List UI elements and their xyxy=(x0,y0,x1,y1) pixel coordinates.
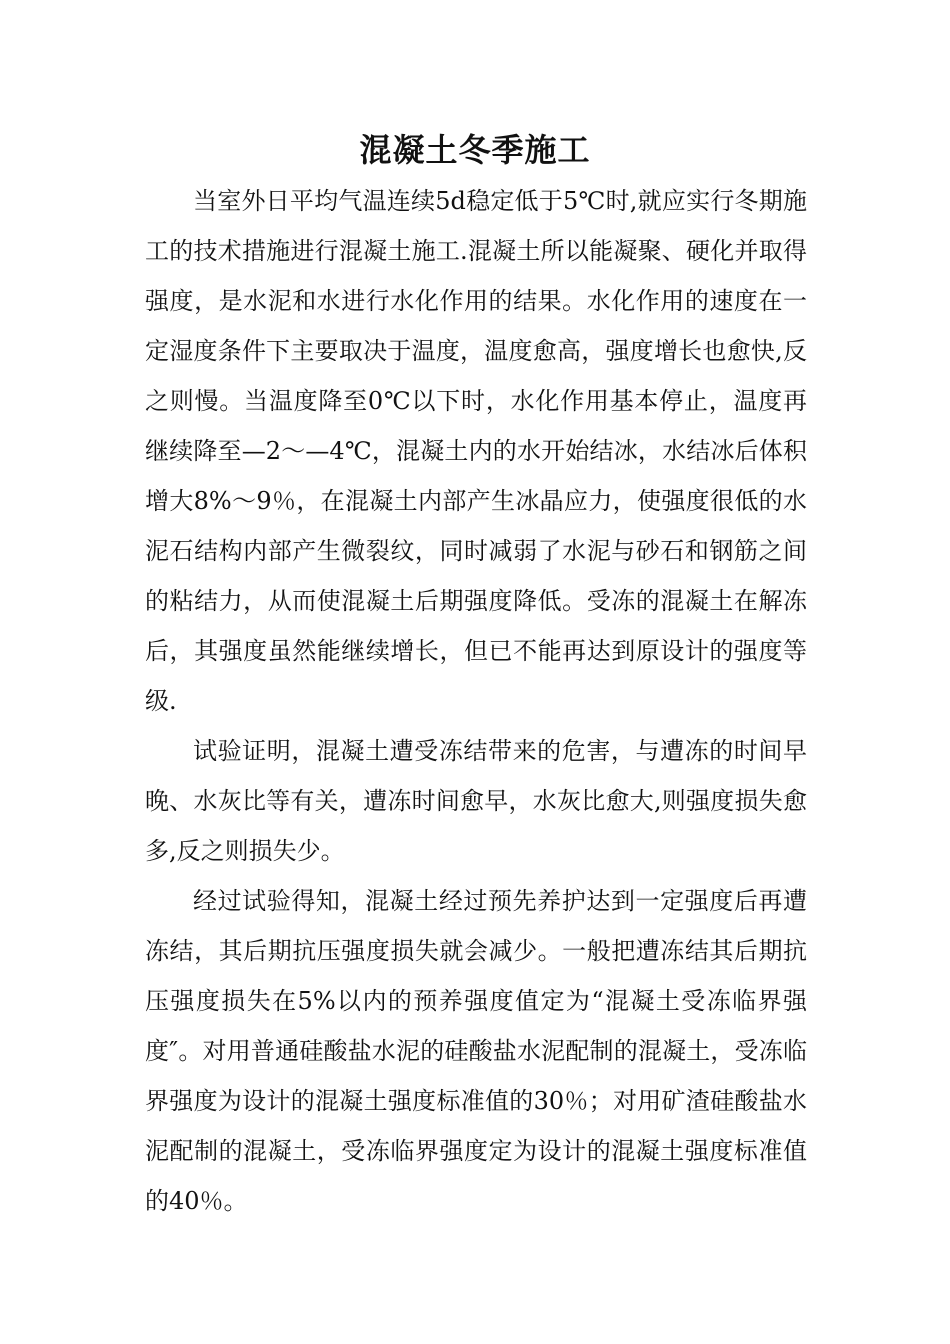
paragraph-1: 当室外日平均气温连续5d稳定低于5℃时,就应实行冬期施工的技术措施进行混凝土施工.混凝土所以能凝聚、硬化并取得强度，是水泥和水进行水化作用的结果。水化作用的速度在一定湿度条件下主要取决于温度，温度愈高，强度增长也愈快,反之则慢。当温度降至0℃以下时，水化作用基本停止，温度再继续降至—2～—4℃，混凝土内的水开始结冰，水结冰后体积增大8%～9％，在混凝土内部产生冰晶应力，使强度很低的水泥石结构内部产生微裂纹，同时减弱了水泥与砂石和钢筋之间的粘结力，从而使混凝土后期强度降低。受冻的混凝土在解冻后，其强度虽然能继续增长，但已不能再达到原设计的强度等级. xyxy=(145,187,807,715)
document-title: 混凝土冬季施工 xyxy=(359,131,591,169)
paragraph-2: 试验证明，混凝土遭受冻结带来的危害，与遭冻的时间早晚、水灰比等有关，遭冻时间愈早，水灰比愈大,则强度损失愈多,反之则损失少。 xyxy=(145,737,807,865)
document-body xyxy=(145,176,807,1226)
paragraph-3: 经过试验得知，混凝土经过预先养护达到一定强度后再遭冻结，其后期抗压强度损失就会减少。一般把遭冻结其后期抗压强度损失在5%以内的预养强度值定为“混凝土受冻临界强度″。对用普通硅酸盐水泥的硅酸盐水泥配制的混凝土，受冻临界强度为设计的混凝土强度标准值的30％；对用矿渣硅酸盐水泥配制的混凝土，受冻临界强度定为设计的混凝土强度标准值的40％。 xyxy=(145,887,807,1215)
